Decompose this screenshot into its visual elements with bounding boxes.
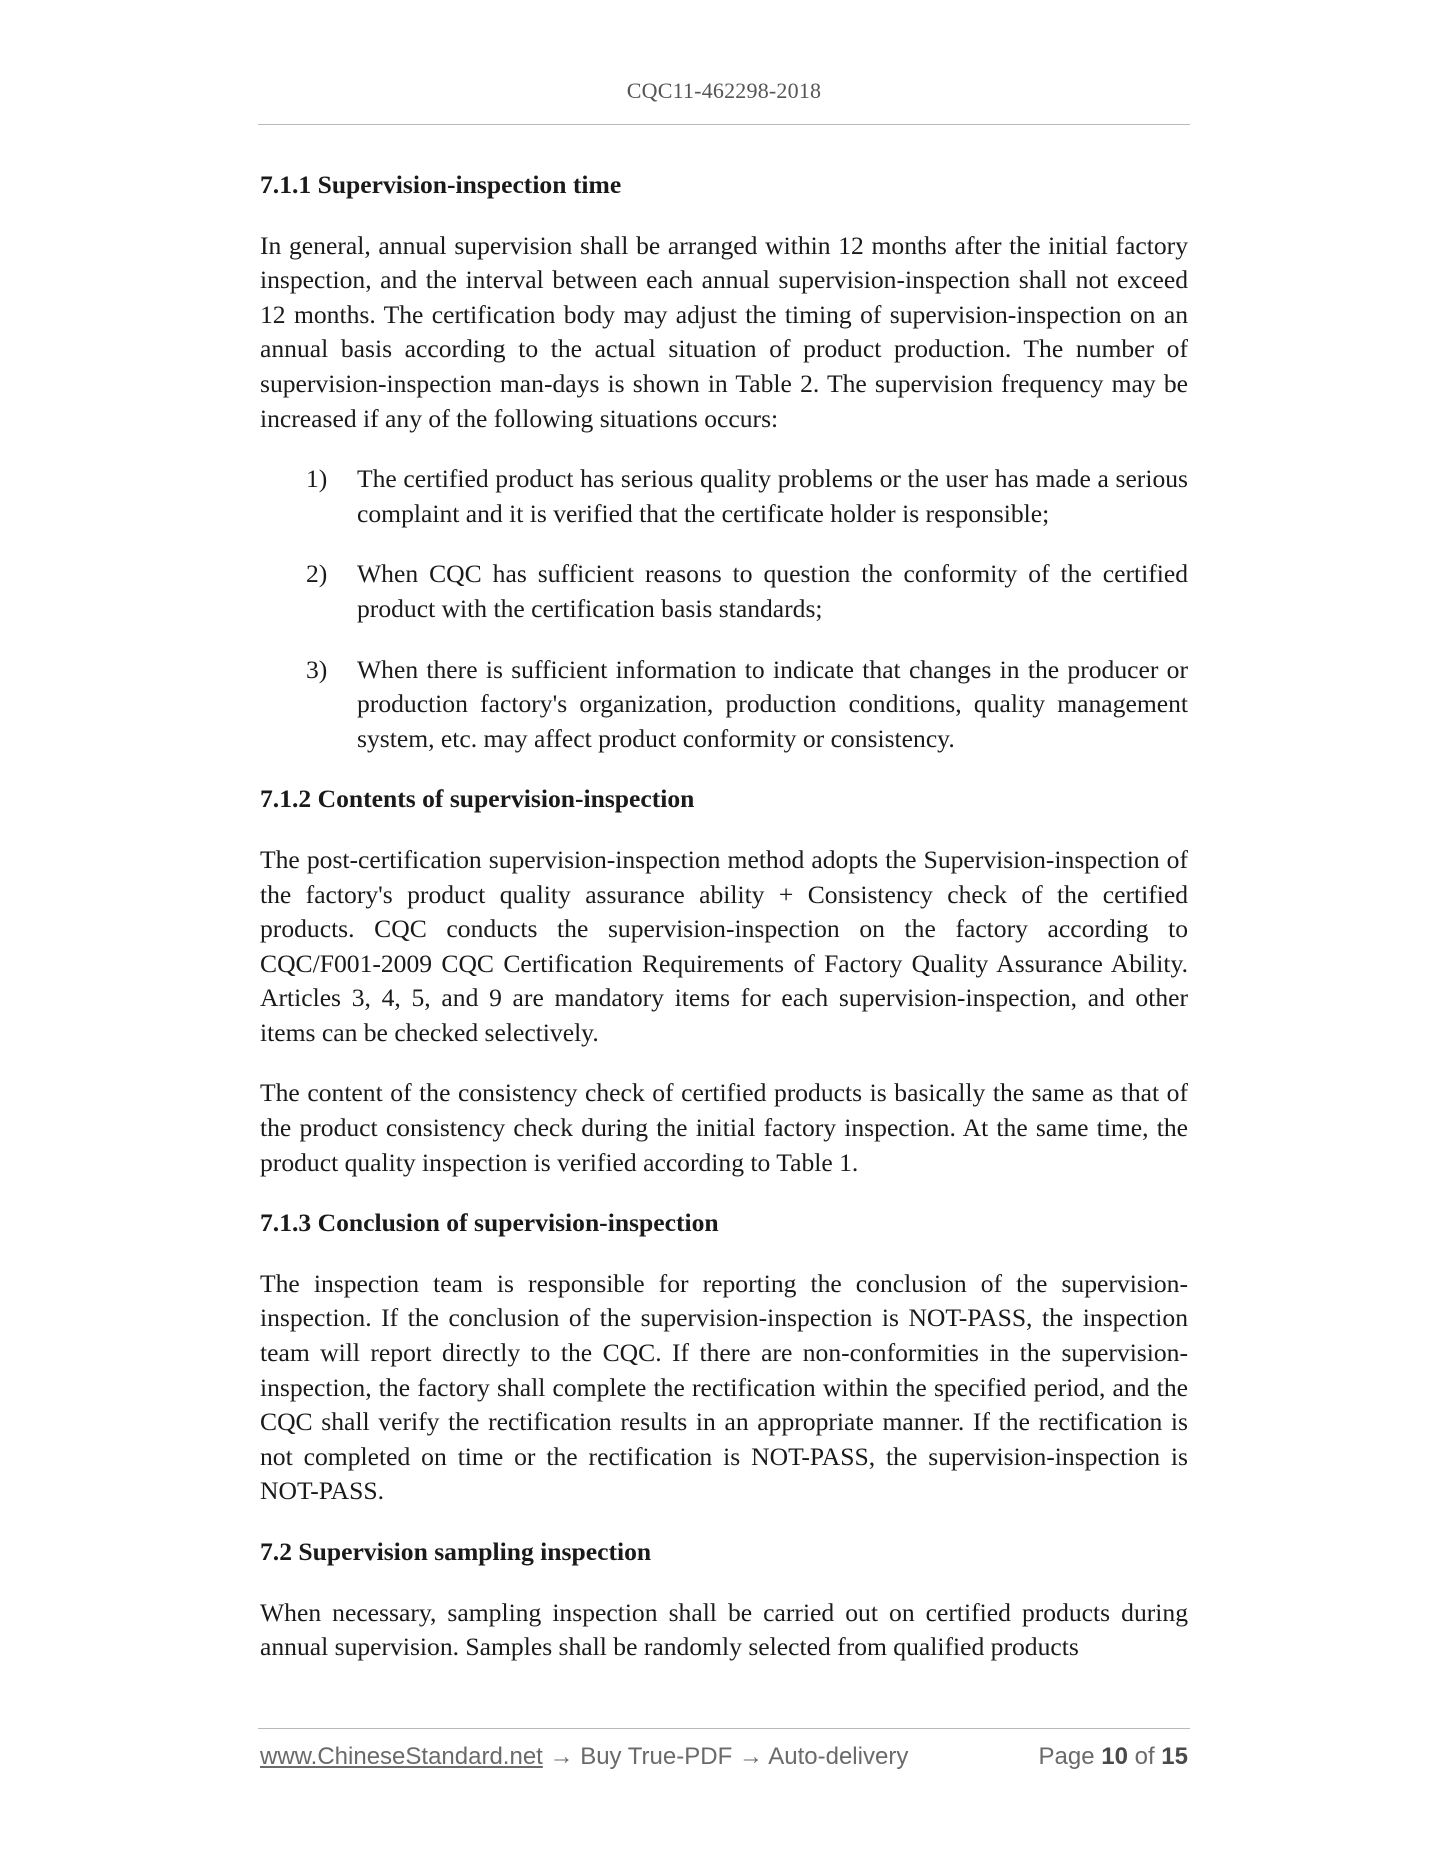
list-item — [260, 557, 1188, 626]
situations-list — [260, 462, 1188, 756]
of-label: of — [1134, 1743, 1155, 1770]
buy-true-pdf-text: Buy True-PDF — [580, 1743, 733, 1770]
chinesestandard-link[interactable]: www.ChineseStandard.net — [260, 1743, 543, 1770]
header-divider — [258, 124, 1190, 125]
list-item-text: When there is sufficient information to indicate that changes in the producer or production factory's organization, production conditions, quality management system, etc. may affect product conformity or consistency. — [357, 654, 1188, 753]
list-item-number: 2) — [306, 559, 328, 589]
list-item-text: The certified product has serious quality problems or the user has made a serious complaint and it is verified that the certificate holder is responsible; — [357, 464, 1188, 528]
section-heading-7-1-2: 7.1.2 Contents of supervision-inspection — [260, 784, 695, 814]
section-paragraph: When necessary, sampling inspection shall be carried out on certified products during annual supervision. Samples shall be randomly selected from qualified products — [260, 1597, 1188, 1662]
list-item — [260, 653, 1188, 757]
list-item-number: 3) — [306, 654, 328, 684]
document-body — [260, 168, 1188, 1691]
page-footer — [260, 1740, 1188, 1774]
section-paragraph: The post-certification supervision-inspection method adopts the Supervision-inspection of the factory's product quality assurance ability + Consistency check of the certified products. CQC conducts the supervision-inspection on the factory according to CQC/F001-2009 CQC Certification Requirements of Factory Quality Assurance Ability. Articles 3, 4, 5, and 9 are mandatory items for each supervision-inspection, and other items can be checked selectively. — [260, 844, 1188, 1047]
section-paragraph: In general, annual supervision shall be arranged within 12 months after the initial factory inspection, and the interval between each annual supervision-inspection shall not exceed 12 months. The certification body may adjust the timing of supervision-inspection on an annual basis according to the actual situation of product production. The number of supervision-inspection man-days is shown in Table 2. The supervision frequency may be increased if any of the following situations occurs: — [260, 230, 1188, 433]
list-item-number: 1) — [306, 464, 328, 494]
section-heading-7-1-3: 7.1.3 Conclusion of supervision-inspection — [260, 1208, 719, 1238]
auto-delivery-text: Auto-delivery — [768, 1743, 909, 1770]
footer-promo — [260, 1740, 908, 1774]
footer-divider — [258, 1728, 1190, 1729]
page-label: Page — [1038, 1743, 1095, 1770]
section-heading-7-1-1: 7.1.1 Supervision-inspection time — [260, 170, 622, 199]
page-number: 10 — [1101, 1743, 1128, 1770]
arrow-icon: → — [549, 1743, 574, 1770]
page-total: 15 — [1161, 1743, 1188, 1770]
section-heading-7-2: 7.2 Supervision sampling inspection — [260, 1537, 652, 1566]
section-paragraph: The inspection team is responsible for reporting the conclusion of the supervision-inspection. If the conclusion of the supervision-inspection is NOT-PASS, the inspection team will report directly to the CQC. If there are non-conformities in the supervision-inspection, the factory shall complete the rectification within the specified period, and the CQC shall verify the rectification results in an appropriate manner. If the rectification is not completed on time or the rectification is NOT-PASS, the supervision-inspection is NOT-PASS. — [260, 1268, 1188, 1506]
document-code-header: CQC11-462298-2018 — [626, 78, 822, 103]
list-item — [260, 462, 1188, 531]
section-paragraph: The content of the consistency check of certified products is basically the same as that of the product consistency check during the initial factory inspection. At the same time, the product quality inspection is verified according to Table 1. — [260, 1078, 1188, 1177]
arrow-icon: → — [738, 1743, 763, 1770]
list-item-text: When CQC has sufficient reasons to question the conformity of the certified product with the certification basis standards; — [357, 559, 1188, 623]
page-indicator — [1039, 1740, 1189, 1774]
